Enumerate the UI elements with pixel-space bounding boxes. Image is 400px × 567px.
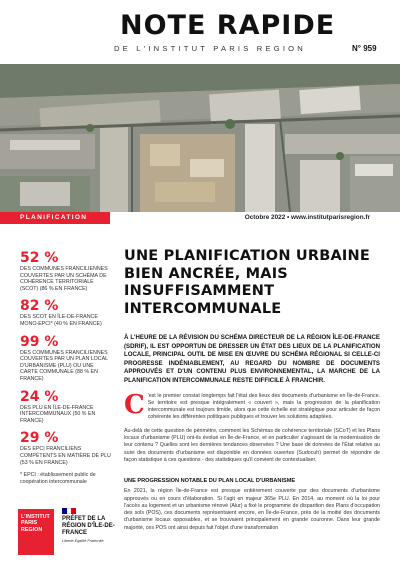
issue-number: N° 959	[352, 44, 377, 53]
stat-value: 52 %	[20, 250, 59, 266]
stat-item	[20, 298, 112, 327]
institut-paris-region-logo: L'INSTITUT PARIS REGION	[18, 509, 54, 555]
article	[124, 248, 380, 532]
date-and-website: Octobre 2022 • www.institutparisregion.fr	[244, 214, 370, 221]
article-paragraph: En 2021, la région Île-de-France est presque entièrement couverte par des documents d'urbanisme approuvés ou en cours d'élaboration. Si l'agit en majeur 365e PLU. En 2014, au moment où la loi pour l'accès au logement et un urbanisme rénové (Alur) a fixé le programme de disparition des Plans d'occupation des sols (POS), ces documents représentaient encore, en Île-de-France, près de la moitié des documents d'urbanisme locaux opposables, et se trouvaient principalement en grande couronne. Dans leur grande majorité, ces POS ont ainsi depuis fait l'objet d'une transformation	[124, 488, 380, 531]
prefet-logo	[62, 508, 122, 544]
article-paragraph: Au-delà de cette question de périmètre, comment les Schémas de cohérence territoriale (SCoT) et les Plans locaux d'urbanisme (PLU) ont-ils évolué en Île-de-France, et en particulier s'agissant de la modernisation de leur contenu ? Quelles sont les dernières tendances observées ? Une base de données de l'État relative au suivi des documents d'urbanisme est disponible en données ouvertes (Sudocuh) permet de répondre de façon statistique à ces questions - des statistiques qu'il convient de contextualiser.	[124, 427, 380, 463]
article-lead: À L'HEURE DE LA RÉVISION DU SCHÉMA DIRECTEUR DE LA RÉGION ÎLE-DE-FRANCE (SDRIF), IL EST OPPORTUN DE DRESSER UN ÉTAT DES LIEUX DE LA PLANIFICATION LOCALE, PRINCIPAL OUTIL DE MISE EN ŒUVRE DU SCHÉMA RÉGIONAL SI CELLE-CI PROGRESSE INDÉNIABLEMENT, AU REGARD DU NOMBRE DE DOCUMENTS APPROUVÉS ET D'UN CONTENU PLUS ENVIRONNEMENTAL, LA MARCHE DE LA PLANIFICATION INTERCOMMUNALE RESTE DIFFICILE À FRANCHIR.	[124, 334, 380, 384]
stat-text: DES PLU EN ÎLE-DE-FRANCE INTERCOMMUNAUX (50 % EN FRANCE)	[20, 404, 96, 424]
cover-photo	[0, 64, 400, 212]
drop-cap: C	[124, 389, 145, 420]
masthead	[0, 0, 400, 64]
stat-text: DES EPCI FRANCILIENS COMPÉTENTS EN MATIÈRE DE PLU (53 % EN FRANCE)	[20, 446, 111, 466]
article-paragraph	[124, 389, 380, 422]
stat-item	[20, 250, 112, 292]
info-strip	[0, 212, 400, 224]
section-heading: UNE PROGRESSION NOTABLE DU PLAN LOCAL D'URBANISME	[124, 478, 296, 485]
stat-text: DES SCOT EN ÎLE-DE-FRANCE MONO-EPCI* (40 % EN FRANCE)	[20, 314, 102, 327]
prefet-text: PRÉFET DE LA RÉGION D'ÎLE-DE-FRANCE	[62, 516, 115, 536]
republic-motto: Liberté Égalité Fraternité	[62, 539, 104, 543]
stat-value: 82 %	[20, 298, 59, 315]
stat-item	[20, 430, 112, 466]
stat-item	[20, 334, 112, 383]
stat-value: 29 %	[20, 430, 59, 447]
publication-subtitle: DE L'INSTITUT PARIS REGION	[114, 44, 306, 53]
stat-text: DES COMMUNES FRANCILIENNES COUVERTES PAR UN PLAN LOCAL D'URBANISME (PLU) OU UNE CARTE COMMUNALE (88 % EN FRANCE)	[20, 349, 108, 382]
publication-title: NOTE RAPIDE	[120, 10, 336, 41]
stat-value: 99 %	[20, 333, 59, 350]
stat-value: 24 %	[20, 388, 59, 405]
paragraph-text: 'est le premier constat longtemps fait l'état des lieux des documents d'urbanisme en Île-de-France. Se territoire est presque intégralement « couvert », mais la progression de la planification intercommunale est toujours timide, alors que cette échelle est stratégique pour articuler de façon cohérente les différentes politiques publiques et trouver les solutions adaptées.	[147, 392, 380, 421]
footnote: * EPCI : établissement public de coopération intercommunale	[20, 472, 96, 485]
theme-label: PLANIFICATION	[20, 214, 88, 221]
key-figures	[20, 250, 112, 485]
stat-item	[20, 389, 112, 425]
article-headline: UNE PLANIFICATION URBAINE BIEN ANCRÉE, MAIS INSUFFISAMMENT INTERCOMMUNALE	[124, 248, 370, 317]
french-flag-icon	[62, 508, 76, 514]
stat-text: DES COMMUNES FRANCILIENNES COUVERTES PAR UN SCHÉMA DE COHÉRENCE TERRITORIALE (SCOT) (86 % EN FRANCE)	[20, 266, 108, 292]
